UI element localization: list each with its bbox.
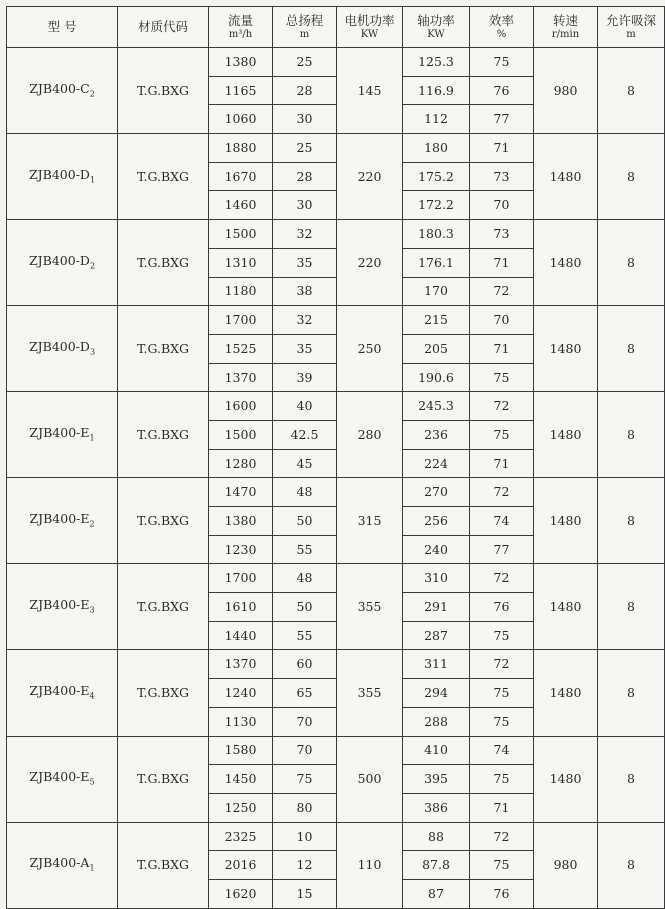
- material-cell: T.G.BXG: [118, 306, 209, 392]
- flow-cell: 1700: [209, 564, 273, 593]
- material-cell: T.G.BXG: [118, 564, 209, 650]
- material-cell: T.G.BXG: [118, 736, 209, 822]
- speed-cell: 1480: [534, 134, 598, 220]
- efficiency-cell: 72: [470, 650, 534, 679]
- model-subscript: 3: [89, 605, 95, 615]
- head-cell: 35: [273, 248, 337, 277]
- shaft-power-cell: 236: [403, 420, 470, 449]
- model-base: ZJB400-D: [28, 253, 90, 268]
- model-subscript: 4: [89, 691, 95, 701]
- flow-cell: 1670: [209, 162, 273, 191]
- speed-cell: 1480: [534, 392, 598, 478]
- head-cell: 35: [273, 334, 337, 363]
- head-cell: 50: [273, 507, 337, 536]
- efficiency-cell: 73: [470, 220, 534, 249]
- efficiency-cell: 71: [470, 334, 534, 363]
- efficiency-cell: 72: [470, 478, 534, 507]
- head-cell: 10: [273, 822, 337, 851]
- head-cell: 15: [273, 879, 337, 908]
- model-base: ZJB400-E: [29, 769, 90, 785]
- material-cell: T.G.BXG: [118, 822, 209, 908]
- flow-cell: 1620: [209, 879, 273, 908]
- efficiency-cell: 71: [470, 134, 534, 163]
- model-cell: [7, 48, 118, 134]
- shaft-power-cell: 288: [403, 707, 470, 736]
- model-cell: [7, 736, 118, 822]
- model-cell: [7, 220, 118, 306]
- head-cell: 40: [273, 392, 337, 421]
- shaft-power-cell: 180: [403, 134, 470, 163]
- head-cell: 55: [273, 535, 337, 564]
- table-row: [7, 48, 665, 77]
- header-flow: 流量 m³/h: [209, 7, 273, 48]
- model-cell: [7, 306, 118, 392]
- shaft-power-cell: 215: [403, 306, 470, 335]
- flow-cell: 1580: [209, 736, 273, 765]
- shaft-power-cell: 180.3: [403, 220, 470, 249]
- motor-power-cell: 500: [337, 736, 403, 822]
- model-subscript: 2: [89, 89, 95, 99]
- motor-power-cell: 355: [337, 564, 403, 650]
- table-row: [7, 478, 665, 507]
- model-cell: [7, 650, 118, 736]
- head-cell: 42.5: [273, 420, 337, 449]
- head-cell: 30: [273, 191, 337, 220]
- motor-power-cell: 145: [337, 48, 403, 134]
- model-cell: [7, 822, 118, 908]
- suction-cell: 8: [598, 564, 665, 650]
- efficiency-cell: 75: [470, 765, 534, 794]
- model-subscript: 2: [89, 519, 95, 529]
- header-speed-unit: r/min: [551, 28, 580, 40]
- motor-power-cell: 315: [337, 478, 403, 564]
- shaft-power-cell: 87: [403, 879, 470, 908]
- efficiency-cell: 75: [470, 851, 534, 880]
- flow-cell: 1470: [209, 478, 273, 507]
- shaft-power-cell: 176.1: [403, 248, 470, 277]
- efficiency-cell: 72: [470, 564, 534, 593]
- suction-cell: 8: [598, 134, 665, 220]
- flow-cell: 1880: [209, 134, 273, 163]
- efficiency-cell: 71: [470, 449, 534, 478]
- header-suction: 允许吸深 m: [598, 7, 665, 48]
- shaft-power-cell: 410: [403, 736, 470, 765]
- shaft-power-cell: 175.2: [403, 162, 470, 191]
- shaft-power-cell: 310: [403, 564, 470, 593]
- material-cell: T.G.BXG: [118, 650, 209, 736]
- head-cell: 28: [273, 76, 337, 105]
- model-base: ZJB400-D: [28, 166, 90, 182]
- head-cell: 70: [273, 736, 337, 765]
- suction-cell: 8: [598, 220, 665, 306]
- suction-cell: 8: [598, 478, 665, 564]
- head-cell: 45: [273, 449, 337, 478]
- flow-cell: 1310: [209, 248, 273, 277]
- table-row: [7, 822, 665, 851]
- flow-cell: 1180: [209, 277, 273, 306]
- header-material: 材质代码: [118, 7, 209, 48]
- suction-cell: 8: [598, 48, 665, 134]
- motor-power-cell: 110: [337, 822, 403, 908]
- head-cell: 55: [273, 621, 337, 650]
- suction-cell: 8: [598, 392, 665, 478]
- efficiency-cell: 76: [470, 879, 534, 908]
- model-subscript: 1: [89, 433, 95, 443]
- model-base: ZJB400-E: [29, 511, 90, 527]
- shaft-power-cell: 287: [403, 621, 470, 650]
- material-cell: T.G.BXG: [118, 134, 209, 220]
- efficiency-cell: 71: [470, 793, 534, 822]
- material-cell: T.G.BXG: [118, 478, 209, 564]
- flow-cell: 1250: [209, 793, 273, 822]
- efficiency-cell: 72: [470, 277, 534, 306]
- head-cell: 50: [273, 593, 337, 622]
- table-body: [7, 48, 665, 909]
- motor-power-cell: 220: [337, 134, 403, 220]
- model-base: ZJB400-E: [29, 683, 90, 699]
- suction-cell: 8: [598, 306, 665, 392]
- shaft-power-cell: 224: [403, 449, 470, 478]
- shaft-power-cell: 240: [403, 535, 470, 564]
- flow-cell: 1370: [209, 650, 273, 679]
- efficiency-cell: 74: [470, 736, 534, 765]
- speed-cell: 1480: [534, 736, 598, 822]
- shaft-power-cell: 205: [403, 334, 470, 363]
- header-eff-unit: %: [496, 28, 507, 40]
- table-row: [7, 392, 665, 421]
- head-cell: 12: [273, 851, 337, 880]
- efficiency-cell: 77: [470, 535, 534, 564]
- head-cell: 70: [273, 707, 337, 736]
- table-row: [7, 736, 665, 765]
- speed-cell: 980: [534, 822, 598, 908]
- head-cell: 32: [273, 220, 337, 249]
- flow-cell: 1700: [209, 306, 273, 335]
- efficiency-cell: 72: [470, 822, 534, 851]
- head-cell: 48: [273, 564, 337, 593]
- speed-cell: 1480: [534, 220, 598, 306]
- model-subscript: 1: [89, 863, 95, 873]
- motor-power-cell: 355: [337, 650, 403, 736]
- header-suction-unit: m: [626, 28, 636, 40]
- flow-cell: 1460: [209, 191, 273, 220]
- efficiency-cell: 75: [470, 363, 534, 392]
- head-cell: 32: [273, 306, 337, 335]
- flow-cell: 1500: [209, 220, 273, 249]
- model-base: ZJB400-C: [29, 80, 90, 96]
- motor-power-cell: 280: [337, 392, 403, 478]
- shaft-power-cell: 294: [403, 679, 470, 708]
- model-subscript: 5: [89, 777, 95, 787]
- head-cell: 65: [273, 679, 337, 708]
- shaft-power-cell: 116.9: [403, 76, 470, 105]
- header-shaft-power: 轴功率 KW: [403, 7, 470, 48]
- table-row: [7, 306, 665, 335]
- shaft-power-cell: 245.3: [403, 392, 470, 421]
- efficiency-cell: 71: [470, 248, 534, 277]
- model-subscript: 1: [89, 175, 96, 185]
- efficiency-cell: 75: [470, 679, 534, 708]
- head-cell: 28: [273, 162, 337, 191]
- head-cell: 80: [273, 793, 337, 822]
- efficiency-cell: 75: [470, 707, 534, 736]
- shaft-power-cell: 88: [403, 822, 470, 851]
- head-cell: 25: [273, 134, 337, 163]
- suction-cell: 8: [598, 650, 665, 736]
- efficiency-cell: 76: [470, 593, 534, 622]
- speed-cell: 1480: [534, 564, 598, 650]
- shaft-power-cell: 125.3: [403, 48, 470, 77]
- table-row: [7, 564, 665, 593]
- shaft-power-cell: 256: [403, 507, 470, 536]
- table-row: [7, 650, 665, 679]
- model-cell: [7, 392, 118, 478]
- head-cell: 48: [273, 478, 337, 507]
- model-base: ZJB400-E: [29, 425, 90, 441]
- model-subscript: 3: [89, 347, 96, 357]
- motor-power-cell: 220: [337, 220, 403, 306]
- head-cell: 38: [273, 277, 337, 306]
- header-flow-unit: m³/h: [228, 28, 253, 40]
- material-cell: T.G.BXG: [118, 220, 209, 306]
- header-head: 总扬程 m: [273, 7, 337, 48]
- efficiency-cell: 75: [470, 48, 534, 77]
- shaft-power-cell: 112: [403, 105, 470, 134]
- shaft-power-cell: 311: [403, 650, 470, 679]
- efficiency-cell: 77: [470, 105, 534, 134]
- head-cell: 60: [273, 650, 337, 679]
- flow-cell: 1600: [209, 392, 273, 421]
- flow-cell: 1380: [209, 507, 273, 536]
- efficiency-cell: 74: [470, 507, 534, 536]
- flow-cell: 1130: [209, 707, 273, 736]
- table-row: [7, 220, 665, 249]
- shaft-power-cell: 172.2: [403, 191, 470, 220]
- header-head-unit: m: [299, 28, 310, 40]
- flow-cell: 1440: [209, 621, 273, 650]
- header-speed: 转速 r/min: [534, 7, 598, 48]
- efficiency-cell: 75: [470, 621, 534, 650]
- shaft-power-cell: 395: [403, 765, 470, 794]
- header-motor-power: 电机功率 KW: [337, 7, 403, 48]
- model-cell: [7, 478, 118, 564]
- shaft-power-cell: 190.6: [403, 363, 470, 392]
- head-cell: 39: [273, 363, 337, 392]
- speed-cell: 980: [534, 48, 598, 134]
- material-cell: T.G.BXG: [118, 392, 209, 478]
- shaft-power-cell: 386: [403, 793, 470, 822]
- speed-cell: 1480: [534, 478, 598, 564]
- speed-cell: 1480: [534, 306, 598, 392]
- efficiency-cell: 73: [470, 162, 534, 191]
- flow-cell: 1060: [209, 105, 273, 134]
- flow-cell: 1240: [209, 679, 273, 708]
- flow-cell: 1525: [209, 334, 273, 363]
- shaft-power-cell: 170: [403, 277, 470, 306]
- efficiency-cell: 76: [470, 76, 534, 105]
- model-base: ZJB400-D: [28, 339, 90, 355]
- flow-cell: 1500: [209, 420, 273, 449]
- pump-spec-table: [6, 6, 665, 909]
- flow-cell: 1370: [209, 363, 273, 392]
- flow-cell: 1165: [209, 76, 273, 105]
- model-cell: [7, 564, 118, 650]
- suction-cell: 8: [598, 736, 665, 822]
- header-model: 型 号: [7, 7, 118, 48]
- model-base: ZJB400-E: [29, 597, 90, 613]
- flow-cell: 1280: [209, 449, 273, 478]
- speed-cell: 1480: [534, 650, 598, 736]
- suction-cell: 8: [598, 822, 665, 908]
- efficiency-cell: 70: [470, 306, 534, 335]
- header-shaft-unit: KW: [427, 28, 445, 40]
- model-base: ZJB400-A: [29, 855, 90, 871]
- head-cell: 75: [273, 765, 337, 794]
- flow-cell: 2325: [209, 822, 273, 851]
- header-row: [7, 7, 665, 48]
- flow-cell: 2016: [209, 851, 273, 880]
- efficiency-cell: 70: [470, 191, 534, 220]
- header-motor-unit: KW: [360, 28, 379, 40]
- model-cell: [7, 134, 118, 220]
- shaft-power-cell: 291: [403, 593, 470, 622]
- model-subscript: 2: [89, 261, 96, 271]
- flow-cell: 1610: [209, 593, 273, 622]
- efficiency-cell: 75: [470, 420, 534, 449]
- head-cell: 25: [273, 48, 337, 77]
- table-row: [7, 134, 665, 163]
- shaft-power-cell: 270: [403, 478, 470, 507]
- efficiency-cell: 72: [470, 392, 534, 421]
- shaft-power-cell: 87.8: [403, 851, 470, 880]
- header-efficiency: 效率 %: [470, 7, 534, 48]
- flow-cell: 1450: [209, 765, 273, 794]
- motor-power-cell: 250: [337, 306, 403, 392]
- flow-cell: 1380: [209, 48, 273, 77]
- flow-cell: 1230: [209, 535, 273, 564]
- head-cell: 30: [273, 105, 337, 134]
- material-cell: T.G.BXG: [118, 48, 209, 134]
